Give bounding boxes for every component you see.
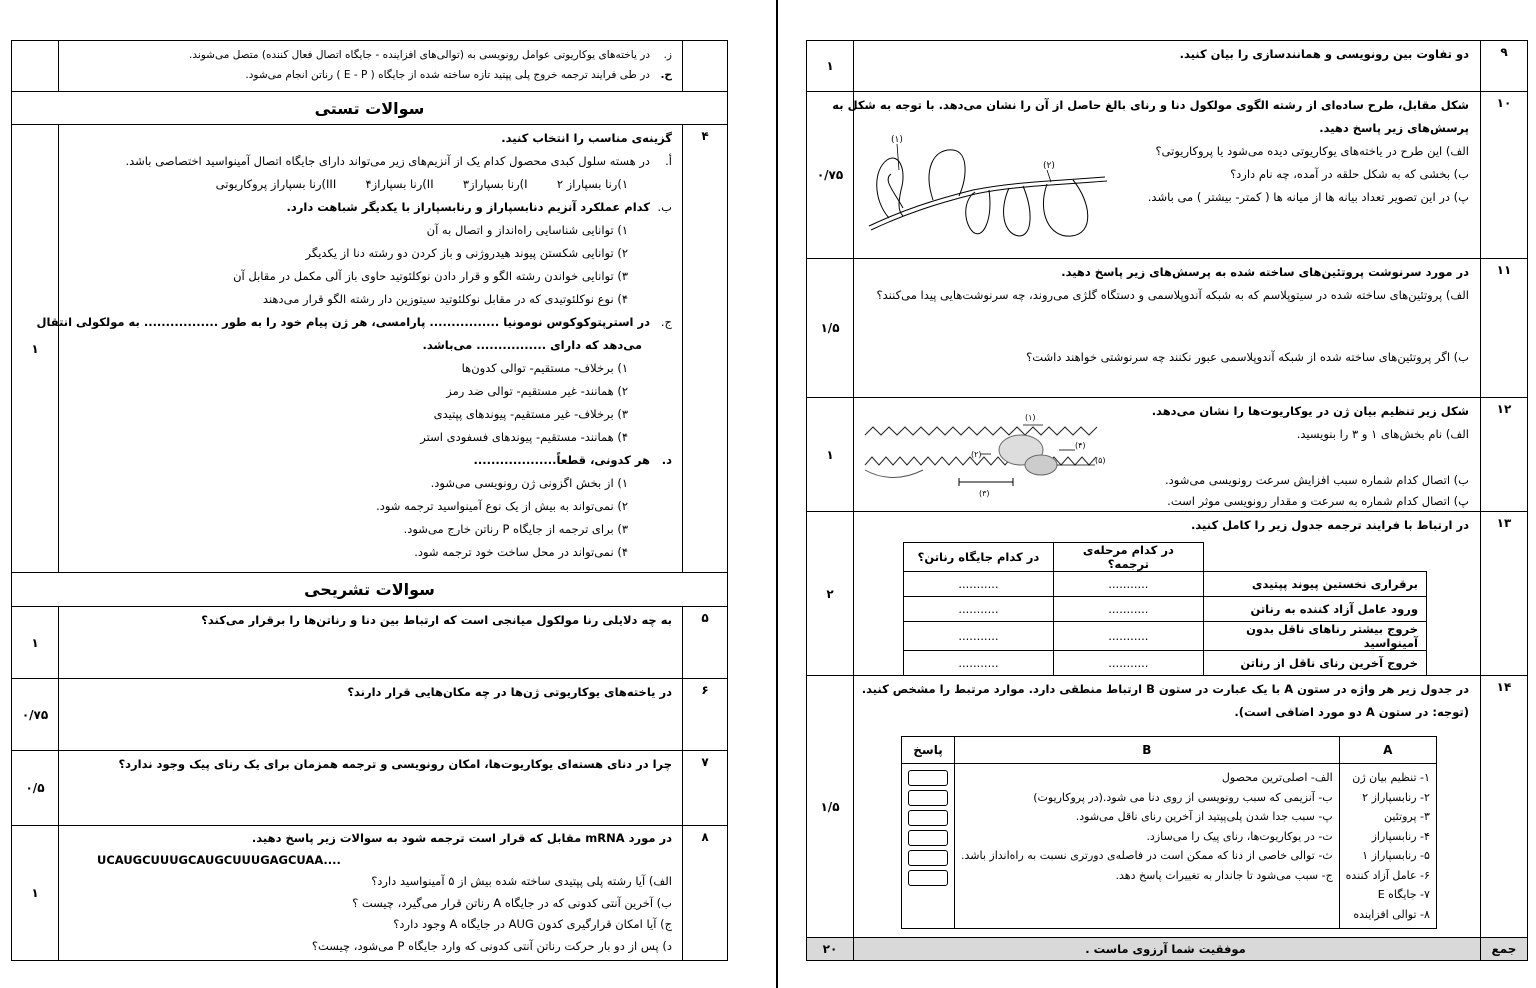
row-z-h-content: ز.در یاخته‌های یوکاریوتی عوامل رونویسی به (توالی‌های افزاینده - جایگاه اتصال فعال کننده) متصل می‌شوند. ح.در طی فرایند ترجمه خروج پلی پپتید تازه ساخته شده از جایگاه ( E - P ) رناتن انجام می‌شود. <box>188 49 672 81</box>
score: ۱ <box>31 341 39 356</box>
fig-label-1: (۱) <box>891 135 903 145</box>
answer-box[interactable] <box>908 810 948 826</box>
question-number: ۵ <box>701 611 709 625</box>
question-11 <box>807 259 1527 398</box>
answer-box[interactable] <box>908 830 948 846</box>
table-header-row <box>904 543 1427 572</box>
fig-label-2: (۲) <box>1043 161 1055 171</box>
section-descriptive-title: سوالات تشریحی <box>12 573 727 607</box>
question-6-text: در یاخته‌های یوکاریوتی ژن‌ها در چه مکان‌هایی قرار دارند؟ <box>347 685 672 699</box>
question-9 <box>807 41 1527 92</box>
question-10-content: شکل مقابل، طرح ساده‌ای از رشته الگوی مولکول دنا و رنای بالغ حاصل از آن را نشان می‌دهد. با توجه به شکل به پرسش‌های زیر پاسخ دهید. الف) این طرح در یاخته‌های یوکاریوتی دیده می‌شود یا پروکاریوتی؟ ب) بخشی که به شکل حلقه در آمده، چه نام دارد؟ پ) در این تصویر تعداد بیانه ها از میانه ها ( کمتر- بیشتر ) می باشد. <box>832 98 1469 204</box>
score: ۱/۵ <box>820 321 840 335</box>
question-9-text: دو تفاوت بین رونویسی و همانندسازی را بیان کنید. <box>1179 47 1469 61</box>
translation-table <box>903 542 1427 676</box>
question-14 <box>807 676 1527 938</box>
question-13-text: در ارتباط با فرایند ترجمه جدول زیر را کامل کنید. <box>1191 518 1469 532</box>
fig-label-4: (۴) <box>1075 441 1086 450</box>
table-row <box>902 764 1437 929</box>
score: ۱ <box>826 59 834 73</box>
question-8 <box>12 826 727 960</box>
right-page <box>806 40 1528 961</box>
matching-table <box>901 736 1437 929</box>
question-5 <box>12 607 727 679</box>
question-13 <box>807 512 1527 676</box>
answer-column-header: پاسخ <box>902 737 955 764</box>
table-row: برقراری نخستین پیوند پپتیدی ........... ........... <box>904 572 1427 597</box>
score: ۰/۷۵ <box>21 707 49 722</box>
question-number: ۱۰ <box>1496 96 1512 110</box>
footer-row <box>807 938 1527 960</box>
column-b-header: B <box>955 737 1340 764</box>
table-row: ورود عامل آزاد کننده به رناتن ........... ........... <box>904 597 1427 622</box>
answer-box[interactable] <box>908 790 948 806</box>
question-14-content: در جدول زیر هر واژه در ستون A با یک عبارت در ستون B ارتباط منطقی دارد. موارد مرتبط را مشخص کنید. (توجه: در ستون A دو مورد اضافی است). <box>861 682 1469 719</box>
column-a-header: A <box>1339 737 1436 764</box>
dna-mrna-loop-figure <box>863 130 1113 250</box>
answer-box[interactable] <box>908 870 948 886</box>
fig-label-5: (۵) <box>1095 456 1106 465</box>
score: ۱/۵ <box>820 799 840 814</box>
question-11-content: در مورد سرنوشت پروتئین‌های ساخته شده به پرسش‌های زیر پاسخ دهید. الف) پروتئین‌های ساخته شده در سیتوپلاسم که به شبکه آندوپلاسمی و دستگاه گلژی می‌روند، چه سرنوشت‌هایی پیدا می‌کنند؟ ب) اگر پروتئین‌های ساخته شده از شبکه آندوپلاسمی عبور نکنند چه سرنوشتی خواهند داشت؟ <box>876 265 1469 364</box>
left-page <box>11 40 728 961</box>
question-12-content: شکل زیر تنظیم بیان ژن در یوکاریوت‌ها را نشان می‌دهد. الف) نام بخش‌های ۱ و ۳ را بنویسید. ب) اتصال کدام شماره سبب افزایش سرعت رونویسی می‌شود. پ) اتصال کدام شماره به سرعت و مقدار رونویسی موثر است. <box>1151 404 1469 508</box>
question-number: ۱۴ <box>1496 680 1512 694</box>
score: ۰/۵ <box>25 781 45 795</box>
column-a-list: ۱- تنظیم بیان ژن ۲- رنابسپاراز ۲ ۳- پروتئین ۴- رنابسپاراز ۵- رنابسپاراز ۱ ۶- عامل آزاد کننده ۷- جایگاه E ۸- توالی افزاینده <box>1339 764 1436 929</box>
answer-box[interactable] <box>908 770 948 786</box>
fig-label-2: (۲) <box>971 450 982 459</box>
fig-label-1: (۱) <box>1025 413 1036 422</box>
table-header: در کدام جایگاه رناتن؟ <box>904 543 1054 572</box>
question-4 <box>12 125 727 573</box>
question-number: ۱۲ <box>1496 402 1512 416</box>
page-divider <box>776 0 778 988</box>
question-number: ۹ <box>1500 45 1508 59</box>
question-number: ۷ <box>701 755 709 769</box>
question-4-content: گزینه‌ی مناسب را انتخاب کنید. أ.در هسته سلول کبدی محصول کدام یک از آنزیم‌های زیر می‌تواند دارای جایگاه اتصال آمینواسید اختصاصی باشد. ۱)رنا بسپاراز I ۲)رنا بسپارازII ۳)رنا بسپارازIII ۴)رنا بسپاراز پروکاریوتی ب.کدام عملکرد آنزیم دنابسپاراز و رنابسپاراز با یکدیگر شباهت دارد. ۱) توانایی شناسایی راه‌انداز و اتصال به آن ۲) توانایی شکستن پیوند هیدروژنی و باز کردن دو رشته دنا از یکدیگر ۳) توانایی خواندن رشته الگو و قرار دادن نوکلئوتید حاوی باز آلی مکمل در مقابل آن ۴) نوع نوکلئوتیدی که در مقابل نوکلئوتید سیتوزین دار رشته الگو قرار می‌دهند ج.در استرپتوکوکوس نومونیا ................ پارامسی، هر ژن پیام خود را به طور ................. به مولکولی انتقال می‌دهد که دارای ................ می‌باشد. ۱) برخلاف- مستقیم- توالی کدون‌ها ۲) همانند- غیر مستقیم- توالی ضد رمز ۳) برخلاف- غیر مستقیم- پیوندهای پپتیدی ۴) همانند- مستقیم- پیوندهای فسفودی استر د.هر کدونی، قطعاً................... ۱) از بخش اگزونی ژن رونویسی می‌شود. ۲) نمی‌تواند به بیش از یک نوع آمینواسید ترجمه شود. ۳) برای ترجمه از جایگاه P رناتن خارج می‌شود. ۴) نمی‌تواند در محل ساخت خود ترجمه شود. <box>36 131 672 559</box>
mrna-sequence: UCAUGCUUUGCAUGCUUUGAGCUAA.... <box>97 852 341 867</box>
score: ۱ <box>31 635 39 650</box>
table-header: در کدام مرحله‌ی ترجمه؟ <box>1053 543 1203 572</box>
table-row: خروج آخرین رنای ناقل از رناتن ........... ........... <box>904 651 1427 676</box>
question-12 <box>807 398 1527 512</box>
question-7 <box>12 751 727 826</box>
answer-boxes <box>902 764 955 929</box>
score: ۰/۷۵ <box>816 168 844 182</box>
question-8-content: در مورد mRNA مقابل که قرار است ترجمه شود به سوالات زیر پاسخ دهید. UCAUGCUUUGCAUGCUUUGAGCUAA.... الف) آیا رشته پلی پپتیدی ساخته شده بیش از ۵ آمینواسید دارد؟ ب) آخرین آنتی کدونی که در جایگاه A رناتن قرار می‌گیرد، چیست ؟ ج) آیا امکان قرارگیری کدون AUG در جایگاه A وجود دارد؟ د) پس از دو بار حرکت رناتن آنتی کدونی که وارد جایگاه P می‌شود، چیست؟ <box>59 826 680 960</box>
table-row: خروج بیشتر رناهای ناقل بدون آمینواسید ........... ........... <box>904 622 1427 651</box>
total-score: ۲۰ <box>822 942 838 956</box>
row-z-h <box>12 41 727 92</box>
question-number: ۱۳ <box>1496 516 1512 530</box>
question-number: ۶ <box>701 683 709 697</box>
question-number: ۸ <box>701 830 709 844</box>
fig-label-3: (۳) <box>979 489 990 498</box>
question-5-text: به چه دلایلی رنا مولکول میانجی است که ارتباط بین دنا و رناتن‌ها را برقرار می‌کند؟ <box>201 613 672 627</box>
question-number: ۱۱ <box>1496 263 1512 277</box>
total-label: جمع <box>1491 942 1517 956</box>
score: ۱ <box>826 447 834 462</box>
score: ۲ <box>826 586 834 601</box>
question-10 <box>807 92 1527 259</box>
question-6 <box>12 679 727 751</box>
question-number: ۴ <box>701 129 709 143</box>
table-header-row <box>902 737 1437 764</box>
gene-regulation-figure <box>863 410 1113 510</box>
question-7-text: چرا در دنای هسته‌ای یوکاریوت‌ها، امکان رونویسی و ترجمه همزمان برای یک رنای پیک وجود ندارد؟ <box>118 757 672 771</box>
section-test-title: سوالات تستی <box>12 92 727 125</box>
answer-box[interactable] <box>908 850 948 866</box>
column-b-list: الف- اصلی‌ترین محصول ب- آنزیمی که سبب رونویسی از روی دنا می شود.(در پروکاریوت) پ- سبب جدا شدن پلی‌پپتید از آخرین رنای ناقل می‌شود. ت- در یوکاریوت‌ها، رنای پیک را می‌سازد. ث- توالی خاصی از دنا که ممکن است در فاصله‌ی دورتری نسبت به راه‌انداز باشد. ج- سبب می‌شود تا جاندار به تغییرات پاسخ دهد. <box>955 764 1340 929</box>
footer-message: موفقیت شما آرزوی ماست . <box>1085 942 1246 956</box>
score: ۱ <box>31 886 39 900</box>
